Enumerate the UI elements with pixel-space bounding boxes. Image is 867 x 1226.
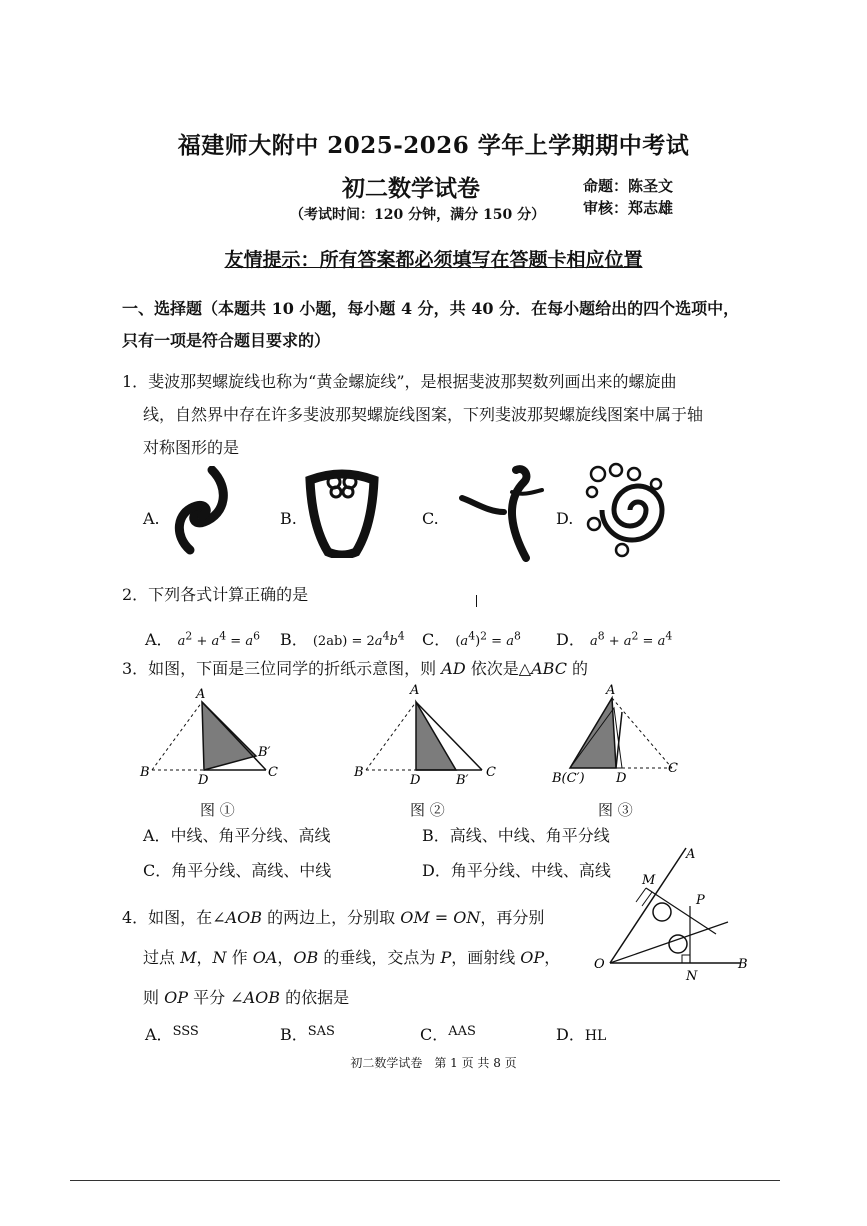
- q2-option-b: [280, 627, 405, 650]
- q4-fig-label-m: M: [642, 873, 656, 888]
- q4-l2-post1: 的垂线，交点为: [318, 948, 441, 967]
- q2-c-exp2: 2: [480, 629, 488, 643]
- q1-option-a-label: A.: [143, 509, 160, 528]
- q4-l3-op: OP: [164, 988, 188, 1007]
- q2-b-paren: (2ab): [312, 634, 348, 649]
- q2-d-exp2: 2: [631, 629, 639, 643]
- q4-l2-end: ，: [544, 948, 561, 967]
- q4-d-value: HL: [584, 1028, 607, 1044]
- q2-d-label: D．: [556, 630, 585, 649]
- reviewer: 审核：郑志雄: [583, 199, 674, 217]
- q3-fig3-caption: 图 ③: [598, 801, 633, 819]
- q2-b-exp1: 4: [382, 629, 390, 643]
- q2-d-expr: [589, 629, 673, 649]
- q3-fig2-caption: 图 ②: [410, 801, 445, 819]
- section-heading-line1: 一、选择题（本题共 10 小题，每小题 4 分，共 40 分．在每小题给出的四个选项中，: [122, 299, 740, 318]
- q4-l2-m: M: [180, 948, 197, 967]
- q2-c-eq: =: [487, 634, 507, 649]
- q3-fig3-label-bc: B(C′): [552, 771, 585, 786]
- q4-angle-figure: [588, 838, 760, 988]
- q4-c-label: C．: [420, 1025, 449, 1044]
- q3-fig1-caption: 图 ①: [200, 801, 235, 819]
- q2-a-expr: [177, 629, 260, 649]
- q1-line2: 线，自然界中存在许多斐波那契螺旋线图案，下列斐波那契螺旋线图案中属于轴: [143, 405, 704, 424]
- q4-l1-eq: OM = ON: [400, 908, 481, 927]
- q2-a-label: A．: [145, 630, 173, 649]
- q4-l2-p: P: [440, 948, 452, 967]
- q4-line2: [143, 945, 560, 968]
- q3-fig3-label-a: A: [606, 683, 616, 698]
- q2-c-lparen: (: [455, 634, 461, 649]
- q2-b-eq: = 2: [347, 634, 375, 649]
- q4-line3: [143, 985, 349, 1008]
- page-footer: 初二数学试卷 第 1 页 共 8 页: [350, 1056, 517, 1070]
- q3-fig3-label-d: D: [616, 771, 627, 786]
- q4-option-d: [556, 1022, 606, 1045]
- q2-a-term3: a: [245, 634, 254, 649]
- q3-fig2-label-c: C: [486, 765, 496, 780]
- q4-a-label: A．: [145, 1025, 173, 1044]
- q4-l2-pre: 过点: [143, 948, 181, 967]
- q2-d-term2: a: [623, 634, 632, 649]
- q3-figure-2: [352, 682, 502, 788]
- q3-option-a: A．中线、角平分线、高线: [143, 826, 331, 845]
- q2-c-expr: [455, 629, 521, 649]
- q2-c-exp1: 4: [468, 629, 476, 643]
- q4-b-label: B．: [280, 1025, 308, 1044]
- q4-l2-comma: ，: [196, 948, 213, 967]
- q1-option-d-swirl-figure: [582, 462, 668, 560]
- q4-l1-pre: 4．如图，在: [122, 908, 213, 927]
- q1-option-c-branch-figure: [454, 462, 550, 562]
- q3-fig3-label-c: C: [668, 761, 678, 776]
- notice: [0, 245, 867, 272]
- q1-option-a-spiral-figure: [168, 466, 232, 558]
- q2-c-exp3: 8: [513, 629, 521, 643]
- q1-option-b-label: B.: [280, 509, 297, 528]
- q2-b-exp2: 4: [397, 629, 405, 643]
- q3-option-d: D．角平分线、中线、高线: [422, 861, 611, 880]
- q4-fig-label-o: O: [594, 957, 605, 972]
- q3-stem-mid: 依次是△: [465, 659, 532, 678]
- q3-stem: [122, 656, 588, 679]
- q4-fig-label-b: B: [738, 957, 748, 972]
- q4-l2-mid: 作: [226, 948, 253, 967]
- bottom-divider: [70, 1180, 780, 1181]
- q2-b-expr: [312, 629, 405, 649]
- q4-d-label: D．: [556, 1025, 585, 1044]
- q4-l3-angle: ∠AOB: [230, 988, 281, 1007]
- q4-l2-op: OP: [520, 948, 545, 967]
- q1-line3: 对称图形的是: [143, 438, 240, 457]
- q4-l2-ob: OB: [293, 948, 319, 967]
- q3-stem-ad: AD: [441, 659, 466, 678]
- q4-option-b: [280, 1022, 335, 1045]
- q2-d-exp3: 4: [665, 629, 673, 643]
- q3-option-b: B．高线、中线、角平分线: [422, 826, 610, 845]
- q2-option-d: [556, 627, 672, 650]
- q3-figure-3: [546, 682, 686, 788]
- q2-c-rparen: ): [475, 634, 481, 649]
- q4-a-value: SSS: [172, 1024, 199, 1039]
- q2-d-eq: =: [638, 634, 658, 649]
- q2-a-eq: =: [226, 634, 246, 649]
- q2-stem: 2．下列各式计算正确的是: [122, 585, 309, 604]
- exam-title: 福建师大附中 2025-2026 学年上学期期中考试: [177, 132, 690, 159]
- q3-stem-post: 的: [566, 659, 589, 678]
- q2-option-c: [422, 627, 521, 650]
- q4-l2-sep: ，: [277, 948, 294, 967]
- q4-l3-pre: 则: [143, 988, 165, 1007]
- q4-option-a: [145, 1022, 199, 1045]
- q4-fig-label-p: P: [696, 893, 705, 908]
- q2-c-label: C．: [422, 630, 451, 649]
- q3-fig2-label-b: B: [354, 765, 364, 780]
- q4-option-c: [420, 1022, 476, 1045]
- q4-l2-oa: OA: [252, 948, 278, 967]
- q2-a-exp2: 4: [219, 629, 227, 643]
- q3-option-c: C．角平分线、高线、中线: [143, 861, 332, 880]
- q3-fig1-label-c: C: [268, 765, 278, 780]
- q4-l1-post: ，再分别: [480, 908, 545, 927]
- q4-l3-post: 的依据是: [280, 988, 350, 1007]
- q2-a-term2: a: [211, 634, 220, 649]
- q2-a-exp3: 6: [253, 629, 260, 643]
- q2-a-plus: +: [192, 634, 212, 649]
- q1-option-b-shield-figure: [302, 466, 382, 558]
- q1-option-c-label: C.: [422, 509, 439, 528]
- q2-c-term1: a: [460, 634, 469, 649]
- q3-fig2-label-a: A: [410, 683, 420, 698]
- q3-fig1-label-bprime: B′: [258, 745, 271, 760]
- q4-l1-mid: 的两边上，分别取: [262, 908, 401, 927]
- notice-text: 友情提示：所有答案都必须填写在答题卡相应位置: [224, 249, 643, 271]
- exam-subtitle: 初二数学试卷: [342, 175, 480, 202]
- q2-d-term3: a: [657, 634, 666, 649]
- q3-fig1-label-a: A: [196, 687, 206, 702]
- q1-line1: 1．斐波那契螺旋线也称为“黄金螺旋线”，是根据斐波那契数列画出来的螺旋曲: [122, 372, 677, 391]
- q4-l2-post2: ，画射线: [451, 948, 521, 967]
- q4-l1-angle: ∠AOB: [212, 908, 263, 927]
- q3-stem-abc: ABC: [531, 659, 567, 678]
- q2-b-label: B．: [280, 630, 308, 649]
- q3-fig2-label-bprime: B′: [456, 773, 469, 788]
- exam-info: （考试时间：120 分钟，满分 150 分）: [290, 207, 546, 223]
- q2-b-term2: b: [389, 634, 398, 649]
- q4-c-value: AAS: [448, 1024, 476, 1039]
- q4-fig-label-n: N: [686, 969, 698, 984]
- q2-option-a: [145, 627, 260, 650]
- q3-figure-1: [138, 682, 288, 788]
- scan-mark: [476, 595, 477, 607]
- q3-stem-pre: 3．如图，下面是三位同学的折纸示意图，则: [122, 659, 442, 678]
- q4-l2-n: N: [212, 948, 227, 967]
- q2-b-term1: a: [374, 634, 383, 649]
- q3-fig2-label-d: D: [410, 773, 421, 788]
- q2-d-term1: a: [589, 634, 598, 649]
- q4-line1: [122, 905, 544, 928]
- q2-d-exp1: 8: [597, 629, 605, 643]
- q2-a-exp1: 2: [185, 629, 193, 643]
- proposer: 命题：陈圣文: [583, 177, 674, 195]
- q3-fig1-label-d: D: [198, 773, 209, 788]
- q4-l3-mid: 平分: [187, 988, 231, 1007]
- q3-fig1-label-b: B: [140, 765, 150, 780]
- q4-fig-label-a: A: [686, 847, 696, 862]
- q4-b-value: SAS: [307, 1024, 335, 1039]
- q2-d-plus: +: [604, 634, 624, 649]
- section-heading-line2: 只有一项是符合题目要求的）: [122, 331, 331, 350]
- q2-a-term1: a: [177, 634, 186, 649]
- q2-c-term2: a: [506, 634, 514, 649]
- q1-option-d-label: D.: [556, 509, 574, 528]
